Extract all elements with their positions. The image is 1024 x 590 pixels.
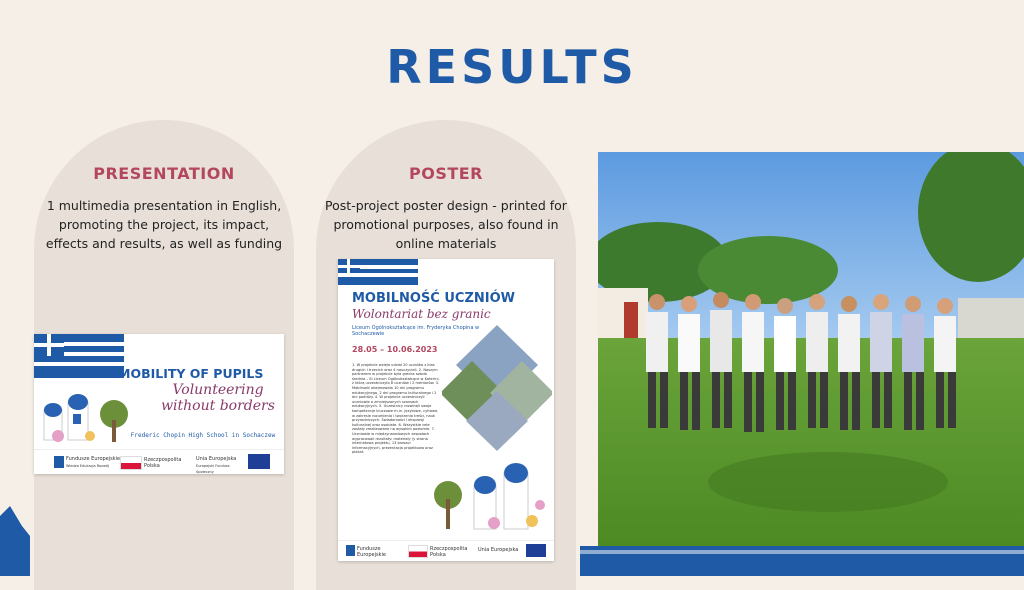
poster-funding-logos [338,540,554,561]
poster-list: 1. W projekcie wzięło udział 20 uczniów z klas drugich i trzecich oraz 4 nauczycieli. 2. Naszym partnerem w projekcie była grecka szkoła średnia – III Liceum Ogólnokształcące w Katerini, z którą uczestniczyło 8 uczniów i 2 mentorów. 3. Mobilność obejmowała 10 dni programu edukacyjnego, 2 dni programu kulturalnego i 2 dni podróży. 4. W projekcie uczestniczyli uczniowie o zmniejszonych szansach edukacyjnych. 5. Uczestnicy rozwinęli swoje kompetencje kluczowe m.in. językowe, cyfrowe, w zakresie rozumienia i tworzenia treści, nauk przyrodniczych. Świadomości i ekspresji kulturalnej oraz osobiste. 6. Wszystkie cele zostały zrealizowane na wysokim poziomie. 7. Uczniowie w międzynarodowych zespołach wypracowali rezultaty: materiały (y strona internetowa projektu, 13 broszur informacyjnych, prezentacja projektowa oraz plakat. [352,363,440,455]
logo-ue: Unia Europejska [196,456,237,462]
poster-title: MOBILNOŚĆ UCZNIÓW [352,291,516,306]
greek-houses-illustration [38,380,134,450]
page-title: RESULTS [386,40,638,94]
decorative-strip-bottom [580,546,1024,576]
thumb-title: MOBILITY OF PUPILS [118,366,264,381]
presentation-thumbnail[interactable] [34,334,284,474]
group-photo-scene [598,152,1024,546]
group-photo [598,152,1024,546]
poster-logo-polska: Rzeczpospolita Polska [430,546,468,558]
poster-houses-illustration [434,455,550,539]
thumb-school: Frederic Chopin High School in Sochaczew [130,432,276,439]
poster-logo-fundusze: Fundusze Europejskie [357,546,386,558]
poster-date: 28.05 – 10.06.2023 [352,345,438,354]
poster-school: Liceum Ogólnokształcące im. Fryderyka Chopina w Sochaczewie [352,325,480,337]
poster-flag-corner [338,259,418,285]
poster-script: Wolontariat bez granic [352,307,491,321]
presentation-description: 1 multimedia presentation in English, promoting the project, its impact, effects and results, as well as funding [45,198,283,251]
logo-fundusze-sub: Wiedza Edukacja Rozwój [66,464,109,468]
poster-logo-ue: Unia Europejska [478,547,519,553]
decorative-strip-left [0,506,30,576]
thumb-script: Volunteering without borders [161,382,275,414]
logo-fundusze: Fundusze Europejskie [66,456,121,462]
logo-ue-sub: Europejski Fundusz Społeczny [196,464,230,474]
logo-polska: Rzeczpospolita Polska [144,457,182,469]
poster-description: Post-project poster design - printed for promotional purposes, also found in online materials [325,198,567,251]
funding-logos [34,449,284,474]
poster-thumbnail[interactable] [338,259,554,561]
presentation-heading: PRESENTATION [93,164,235,183]
greek-flag-corner [34,334,124,378]
poster-heading: POSTER [408,164,483,183]
poster-photo-collage [442,321,552,453]
